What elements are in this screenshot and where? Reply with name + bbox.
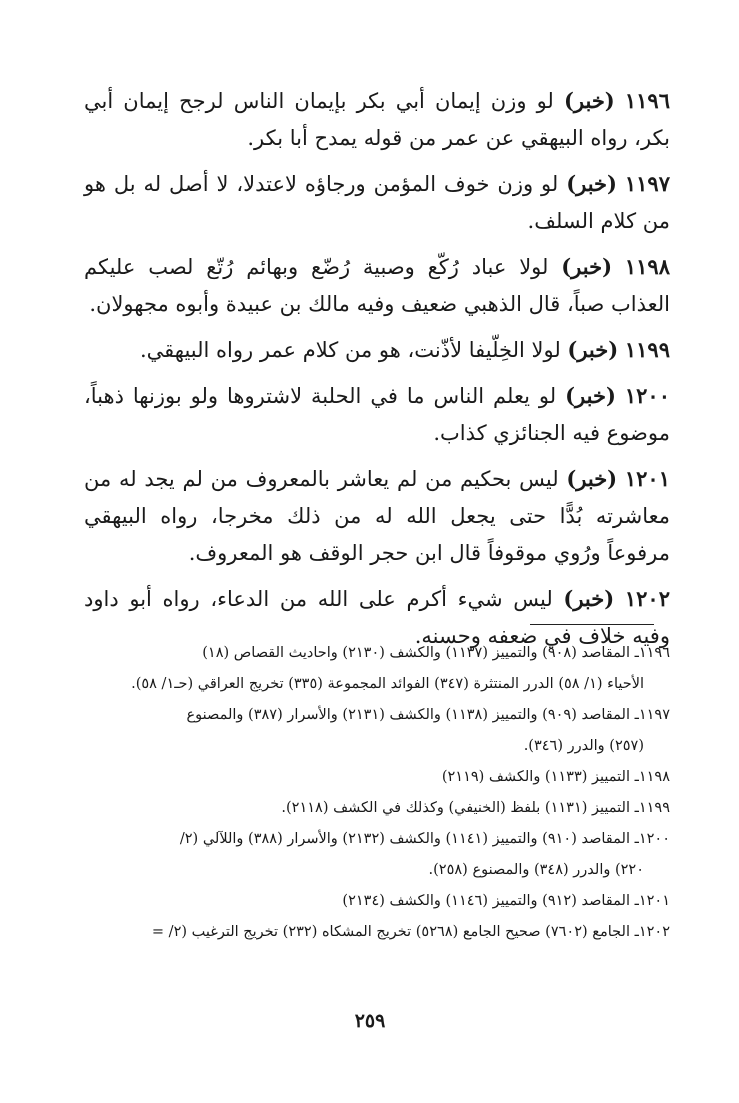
footnote-divider: [530, 624, 654, 625]
entry-1201: [84, 460, 670, 572]
footnote-1199: [84, 793, 670, 824]
hadith-entries: [84, 82, 670, 663]
footnote-continuation: (٢٥٧) والدرر (٣٤٦).: [523, 738, 644, 754]
footnote-1198: [84, 762, 670, 793]
footnote-line: ١١٩٦ـ المقاصد (٩٠٨) والتمييز (١١٣٧) والكشف (٢١٣٠) واحاديث القصاص (١٨): [202, 645, 670, 661]
entry-text: لو يعلم الناس ما في الحلبة لاشتروها ولو بوزنها ذهباً، موضوع فيه الجنائزي كذاب.: [84, 384, 670, 445]
footnote-1200: [84, 824, 670, 886]
footnote-line: ١٢٠٠ـ المقاصد (٩١٠) والتمييز (١١٤١) والكشف (٢١٣٢) والأسرار (٣٨٨) واللآلي (٢/: [179, 831, 670, 847]
entry-text: لو وزن خوف المؤمن ورجاؤه لاعتدلا، لا أصل له بل هو من كلام السلف.: [84, 172, 670, 233]
entry-tag: (خبر): [566, 466, 618, 491]
entry-text: ليس شيء أكرم على الله من الدعاء، رواه أبو داود وفيه خلاف في ضعفه وحسنه.: [84, 587, 670, 648]
entry-1198: [84, 248, 670, 323]
page-number: ٢٥٩: [354, 1010, 386, 1032]
footnote-continuation: ٢٢٠) والدرر (٣٤٨) والمصنوع (٢٥٨).: [428, 862, 644, 878]
entry-text: لو وزن إيمان أبي بكر بإيمان الناس لرجح إيمان أبي بكر، رواه البيهقي عن عمر من قوله يمدح أبا بكر.: [84, 89, 670, 150]
entry-number: ١١٩٧: [624, 171, 670, 196]
entry-tag: (خبر): [563, 586, 615, 611]
entry-text: لولا عباد رُكّع وصبية رُضّع وبهائم رُتّع لصب عليكم العذاب صباً، قال الذهبي ضعيف وفيه مالك بن عبيدة وأبوه مجهولان.: [84, 255, 670, 316]
entry-number: ١٢٠٢: [624, 586, 670, 611]
footnote-1202: [84, 917, 670, 948]
entry-number: ١١٩٨: [624, 254, 670, 279]
footnote-1197: [84, 700, 670, 762]
entry-text: ليس بحكيم من لم يعاشر بالمعروف من لم يجد له من معاشرته بُدًّا حتى يجعل الله له من ذلك مخرجا، رواه البيهقي مرفوعاً ورُوي موقوفاً قال ابن حجر الوقف هو المعروف.: [84, 467, 670, 565]
entry-tag: (خبر): [561, 254, 613, 279]
entry-number: ١٢٠٠: [624, 383, 670, 408]
entry-1200: [84, 377, 670, 452]
entry-1197: [84, 165, 670, 240]
footnote-line: ١١٩٧ـ المقاصد (٩٠٩) والتمييز (١١٣٨) والكشف (٢١٣١) والأسرار (٣٨٧) والمصنوع: [186, 707, 670, 723]
footnote-line: ١٢٠٢ـ الجامع (٧٦٠٢) صحيح الجامع (٥٢٦٨) تخريج المشكاه (٢٣٢) تخريج الترغيب (٢/ =: [151, 924, 670, 940]
entry-number: ١٢٠١: [624, 466, 670, 491]
footnote-line: ١١٩٨ـ التمييز (١١٣٣) والكشف (٢١١٩): [441, 769, 670, 785]
entry-1199: [84, 331, 670, 369]
footnote-1201: [84, 886, 670, 917]
entry-tag: (خبر): [566, 171, 617, 196]
footnote-continuation: الأحياء (١/ ٥٨) الدرر المنتثرة (٣٤٧) الفوائد المجموعة (٣٣٥) تخريج العراقي (حـ١/ ٥٨).: [131, 676, 644, 692]
footnote-1196: [84, 638, 670, 700]
footnote-line: ١١٩٩ـ التمييز (١١٣١) بلفظ (الخنيفي) وكذلك في الكشف (٢١١٨).: [281, 800, 670, 816]
entry-tag: (خبر): [565, 383, 616, 408]
entry-tag: (خبر): [563, 88, 615, 113]
entry-number: ١١٩٦: [624, 88, 670, 113]
footnotes: [84, 638, 670, 948]
footnote-line: ١٢٠١ـ المقاصد (٩١٢) والتمييز (١١٤٦) والكشف (٢١٣٤): [342, 893, 670, 909]
entry-text: لولا الخِلّيفا لأذّنت، هو من كلام عمر رواه البيهقي.: [139, 338, 561, 362]
entry-number: ١١٩٩: [624, 337, 670, 362]
entry-tag: (خبر): [567, 337, 619, 362]
entry-1196: [84, 82, 670, 157]
